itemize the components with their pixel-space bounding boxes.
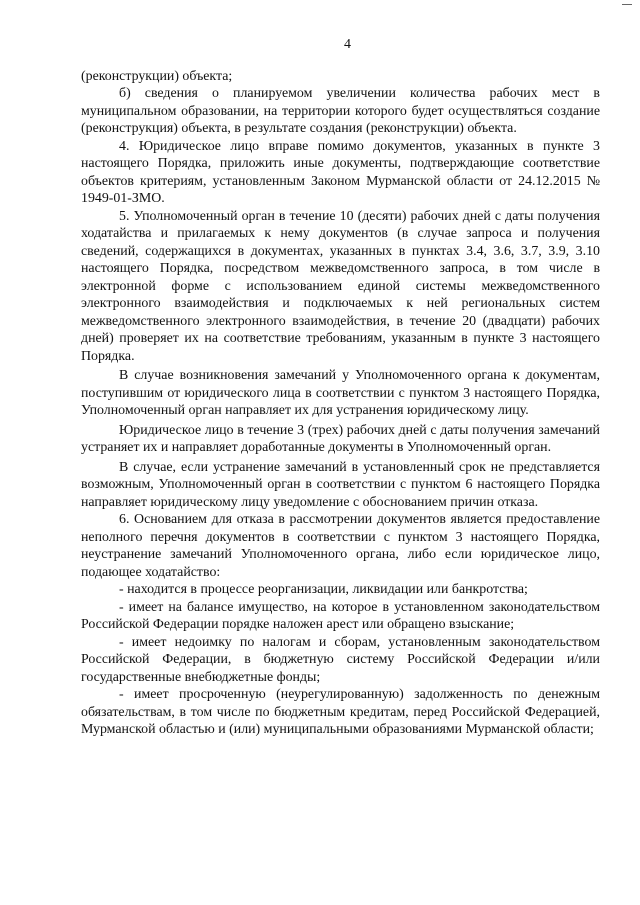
paragraph-remarks-refusal: В случае, если устранение замечаний в установленный срок не представляется возможным, Уполномоченный орган в соответствии с пунктом 6 настоящего Порядка направляет юридическому лицу уведомление с обоснованием причин отказа. [81,459,600,510]
paragraph-item-6: 6. Основанием для отказа в рассмотрении документов является предоставление неполного перечня документов в соответствии с пунктом 3 настоящего Порядка, неустранение замечаний Уполномоченного органа, либо если юридическое лицо, подающее ходатайство: [81,512,600,580]
list-item-reorganization: - находится в процессе реорганизации, ликвидации или банкротства; [119,582,528,597]
paragraph-item-5: 5. Уполномоченный орган в течение 10 (десяти) рабочих дней с даты получения ходатайства и прилагаемых к нему документов (в случае запроса и получения сведений, содержащихся в документах, указанных в пунктах 3.4, 3.6, 3.7, 3.9, 3.10 настоящего Порядка, посредством межведомственного запроса, в том числе в электронной форме с использованием единой системы межведомственного электронного взаимодействия и подключаемых к ней региональных систем межведомственного электронного взаимодействия, в течение 20 (двадцати) рабочих дней) проверяет их на соответствие требованиям, указанным в пункте 3 настоящего Порядка. [81,208,600,364]
list-item-arrest: - имеет на балансе имущество, на которое в установленном законодательством Российской Федерации порядке наложен арест или обращено взыскание; [81,599,600,632]
scan-mark [622,4,632,5]
paragraph-remarks: В случае возникновения замечаний у Уполномоченного органа к документам, поступившим от юридического лица в соответствии с пунктом 3 настоящего Порядка, Уполномоченный орган направляет их для устранения юридическому лицу. [81,368,600,418]
paragraph-continuation: (реконструкции) объекта; [81,68,233,84]
paragraph-subitem-b: б) сведения о планируемом увеличении количества рабочих мест в муниципальном образовании, на территории которого будет осуществляться создание (реконструкция) объекта, в результате создания (реконструкции) объекта. [81,86,600,136]
paragraph-item-4: 4. Юридическое лицо вправе помимо документов, указанных в пункте 3 настоящего Порядка, приложить иные документы, подтверждающие соответствие объектов критериям, установленным Законом Мурманской области от 24.12.2015 № 1949-01-ЗМО. [81,138,600,206]
page-number: 4 [344,37,351,52]
paragraph-remarks-fix: Юридическое лицо в течение 3 (трех) рабочих дней с даты получения замечаний устраняет их и направляет доработанные документы в Уполномоченный орган. [81,422,600,455]
list-item-tax-arrears: - имеет недоимку по налогам и сборам, установленным законодательством Российской Федерации, в бюджетную систему Российской Федерации и/или государственные внебюджетные фонды; [81,634,600,685]
list-item-overdue-debt: - имеет просроченную (неурегулированную) задолженность по денежным обязательствам, в том числе по бюджетным кредитам, перед Российской Федерацией, Мурманской областью и (или) муниципальными образованиями Мурманской области; [81,687,600,737]
